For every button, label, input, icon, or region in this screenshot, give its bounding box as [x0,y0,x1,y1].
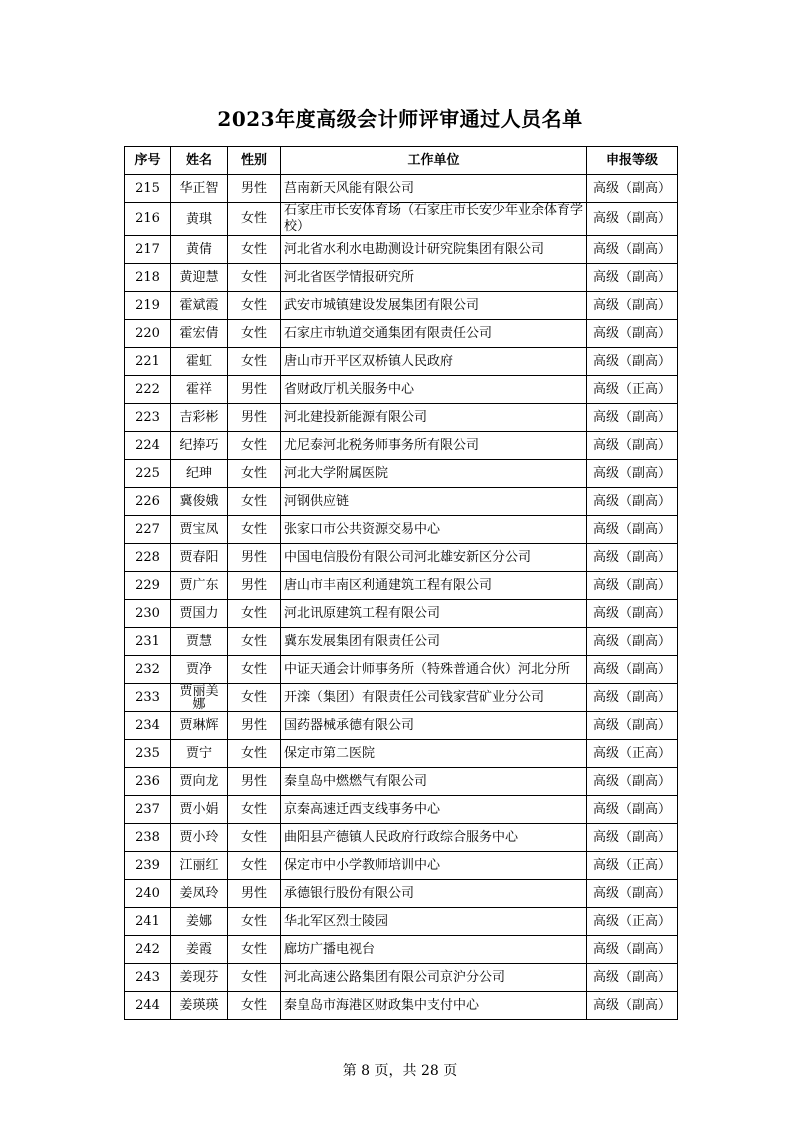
application-level-cell: 高级（副高） [587,992,678,1020]
application-level-cell: 高级（副高） [587,348,678,376]
name-cell: 贾丽美娜 [171,684,228,712]
gender-cell: 女性 [228,516,281,544]
work-unit-cell: 中证天通会计师事务所（特殊普通合伙）河北分所 [281,656,587,684]
application-level-cell: 高级（副高） [587,600,678,628]
serial-number-cell: 224 [125,432,171,460]
work-unit-cell: 华北军区烈士陵园 [281,908,587,936]
gender-cell: 女性 [228,740,281,768]
application-level-cell: 高级（副高） [587,712,678,740]
name-cell: 姜现芬 [171,964,228,992]
gender-cell: 女性 [228,292,281,320]
work-unit-cell: 秦皇岛中燃燃气有限公司 [281,768,587,796]
work-unit-cell: 曲阳县产德镇人民政府行政综合服务中心 [281,824,587,852]
name-cell: 贾小娟 [171,796,228,824]
work-unit-cell: 河北省水利水电勘测设计研究院集团有限公司 [281,236,587,264]
work-unit-cell: 石家庄市轨道交通集团有限责任公司 [281,320,587,348]
application-level-cell: 高级（正高） [587,908,678,936]
serial-number-cell: 218 [125,264,171,292]
name-cell: 冀俊娥 [171,488,228,516]
serial-number-cell: 237 [125,796,171,824]
work-unit-cell: 开滦（集团）有限责任公司钱家营矿业分公司 [281,684,587,712]
application-level-cell: 高级（副高） [587,544,678,572]
work-unit-cell: 河北高速公路集团有限公司京沪分公司 [281,964,587,992]
application-level-cell: 高级（副高） [587,320,678,348]
name-cell: 贾宁 [171,740,228,768]
table-row [125,936,678,964]
page-footer: 第 8 页，共 28 页 [342,1063,458,1079]
application-level-cell: 高级（副高） [587,432,678,460]
gender-cell: 女性 [228,936,281,964]
work-unit-cell: 唐山市丰南区利通建筑工程有限公司 [281,572,587,600]
name-cell: 贾向龙 [171,768,228,796]
work-unit-cell: 张家口市公共资源交易中心 [281,516,587,544]
name-cell: 贾琳辉 [171,712,228,740]
serial-number-cell: 236 [125,768,171,796]
application-level-cell: 高级（正高） [587,852,678,880]
work-unit-cell: 国药器械承德有限公司 [281,712,587,740]
application-level-cell: 高级（副高） [587,572,678,600]
serial-number-cell: 232 [125,656,171,684]
name-cell: 黄倩 [171,236,228,264]
application-level-cell: 高级（副高） [587,203,678,236]
gender-cell: 女性 [228,852,281,880]
serial-number-cell: 215 [125,175,171,203]
work-unit-cell: 承德银行股份有限公司 [281,880,587,908]
name-cell: 霍宏倩 [171,320,228,348]
work-unit-cell: 冀东发展集团有限责任公司 [281,628,587,656]
serial-number-cell: 222 [125,376,171,404]
name-cell: 姜瑛瑛 [171,992,228,1020]
header-gender: 性别 [228,147,281,175]
table-row [125,992,678,1020]
work-unit-cell: 保定市第二医院 [281,740,587,768]
application-level-cell: 高级（副高） [587,880,678,908]
table-row [125,768,678,796]
serial-number-cell: 229 [125,572,171,600]
table-row [125,432,678,460]
header-application-level: 申报等级 [587,147,678,175]
header-work-unit: 工作单位 [281,147,587,175]
work-unit-cell: 唐山市开平区双桥镇人民政府 [281,348,587,376]
serial-number-cell: 241 [125,908,171,936]
name-cell: 姜娜 [171,908,228,936]
gender-cell: 女性 [228,824,281,852]
work-unit-cell: 省财政厅机关服务中心 [281,376,587,404]
name-cell: 黄琪 [171,203,228,236]
table-row [125,376,678,404]
name-cell: 纪珅 [171,460,228,488]
table-row [125,572,678,600]
serial-number-cell: 231 [125,628,171,656]
name-cell: 纪捧巧 [171,432,228,460]
gender-cell: 女性 [228,964,281,992]
work-unit-cell: 河北省医学情报研究所 [281,264,587,292]
table-row [125,348,678,376]
application-level-cell: 高级（副高） [587,796,678,824]
document-title: 2023年度高级会计师评审通过人员名单 [217,107,583,131]
gender-cell: 女性 [228,908,281,936]
application-level-cell: 高级（副高） [587,292,678,320]
gender-cell: 女性 [228,992,281,1020]
serial-number-cell: 233 [125,684,171,712]
application-level-cell: 高级（副高） [587,964,678,992]
work-unit-cell: 廊坊广播电视台 [281,936,587,964]
serial-number-cell: 227 [125,516,171,544]
name-cell: 华正智 [171,175,228,203]
table-row [125,712,678,740]
serial-number-cell: 238 [125,824,171,852]
work-unit-cell: 莒南新天风能有限公司 [281,175,587,203]
name-cell: 姜凤玲 [171,880,228,908]
name-cell: 贾小玲 [171,824,228,852]
serial-number-cell: 242 [125,936,171,964]
work-unit-cell: 中国电信股份有限公司河北雄安新区分公司 [281,544,587,572]
application-level-cell: 高级（副高） [587,175,678,203]
name-cell: 贾春阳 [171,544,228,572]
table-row [125,236,678,264]
application-level-cell: 高级（副高） [587,768,678,796]
table-row [125,740,678,768]
gender-cell: 女性 [228,488,281,516]
serial-number-cell: 226 [125,488,171,516]
application-level-cell: 高级（副高） [587,264,678,292]
table-row [125,488,678,516]
work-unit-cell: 武安市城镇建设发展集团有限公司 [281,292,587,320]
name-cell: 姜霞 [171,936,228,964]
application-level-cell: 高级（副高） [587,236,678,264]
application-level-cell: 高级（副高） [587,488,678,516]
serial-number-cell: 243 [125,964,171,992]
serial-number-cell: 221 [125,348,171,376]
gender-cell: 女性 [228,628,281,656]
name-cell: 贾广东 [171,572,228,600]
name-cell: 贾宝凤 [171,516,228,544]
serial-number-cell: 234 [125,712,171,740]
gender-cell: 女性 [228,684,281,712]
application-level-cell: 高级（副高） [587,656,678,684]
header-name: 姓名 [171,147,228,175]
name-cell: 霍虹 [171,348,228,376]
application-level-cell: 高级（正高） [587,740,678,768]
gender-cell: 女性 [228,348,281,376]
table-row [125,516,678,544]
gender-cell: 男性 [228,544,281,572]
serial-number-cell: 235 [125,740,171,768]
work-unit-cell: 河北讯原建筑工程有限公司 [281,600,587,628]
table-row [125,292,678,320]
work-unit-cell: 河北建投新能源有限公司 [281,404,587,432]
gender-cell: 男性 [228,376,281,404]
gender-cell: 男性 [228,880,281,908]
table-row [125,203,678,236]
gender-cell: 男性 [228,712,281,740]
name-cell: 贾慧 [171,628,228,656]
gender-cell: 女性 [228,264,281,292]
gender-cell: 女性 [228,236,281,264]
gender-cell: 男性 [228,572,281,600]
name-cell: 贾净 [171,656,228,684]
work-unit-cell: 石家庄市长安体育场（石家庄市长安少年业余体育学校） [281,203,587,236]
name-cell: 江丽红 [171,852,228,880]
application-level-cell: 高级（正高） [587,376,678,404]
gender-cell: 女性 [228,460,281,488]
serial-number-cell: 223 [125,404,171,432]
table-header-row [125,147,678,175]
table-row [125,656,678,684]
application-level-cell: 高级（副高） [587,404,678,432]
gender-cell: 男性 [228,175,281,203]
work-unit-cell: 尤尼泰河北税务师事务所有限公司 [281,432,587,460]
work-unit-cell: 保定市中小学教师培训中心 [281,852,587,880]
application-level-cell: 高级（副高） [587,824,678,852]
work-unit-cell: 河钢供应链 [281,488,587,516]
table-row [125,796,678,824]
table-body [125,175,678,1020]
table-row [125,628,678,656]
table-row [125,880,678,908]
table-row [125,824,678,852]
table-row [125,404,678,432]
table-row [125,320,678,348]
application-level-cell: 高级（副高） [587,516,678,544]
serial-number-cell: 240 [125,880,171,908]
name-cell: 贾国力 [171,600,228,628]
serial-number-cell: 225 [125,460,171,488]
table-row [125,684,678,712]
gender-cell: 男性 [228,404,281,432]
gender-cell: 女性 [228,432,281,460]
work-unit-cell: 秦皇岛市海港区财政集中支付中心 [281,992,587,1020]
serial-number-cell: 244 [125,992,171,1020]
work-unit-cell: 河北大学附属医院 [281,460,587,488]
application-level-cell: 高级（副高） [587,460,678,488]
table-row [125,964,678,992]
name-cell: 霍斌霞 [171,292,228,320]
serial-number-cell: 228 [125,544,171,572]
gender-cell: 女性 [228,203,281,236]
table-row [125,600,678,628]
serial-number-cell: 217 [125,236,171,264]
table-row [125,908,678,936]
table-row [125,175,678,203]
gender-cell: 男性 [228,768,281,796]
serial-number-cell: 219 [125,292,171,320]
header-serial-number: 序号 [125,147,171,175]
application-level-cell: 高级（副高） [587,628,678,656]
table-row [125,460,678,488]
table-row [125,852,678,880]
name-cell: 吉彩彬 [171,404,228,432]
gender-cell: 女性 [228,600,281,628]
application-level-cell: 高级（副高） [587,936,678,964]
table-row [125,544,678,572]
work-unit-cell: 京秦高速迁西支线事务中心 [281,796,587,824]
serial-number-cell: 239 [125,852,171,880]
application-level-cell: 高级（副高） [587,684,678,712]
personnel-table [124,146,678,1020]
serial-number-cell: 216 [125,203,171,236]
name-cell: 霍祥 [171,376,228,404]
table-row [125,264,678,292]
serial-number-cell: 230 [125,600,171,628]
gender-cell: 女性 [228,656,281,684]
name-cell: 黄迎慧 [171,264,228,292]
serial-number-cell: 220 [125,320,171,348]
gender-cell: 女性 [228,320,281,348]
gender-cell: 女性 [228,796,281,824]
